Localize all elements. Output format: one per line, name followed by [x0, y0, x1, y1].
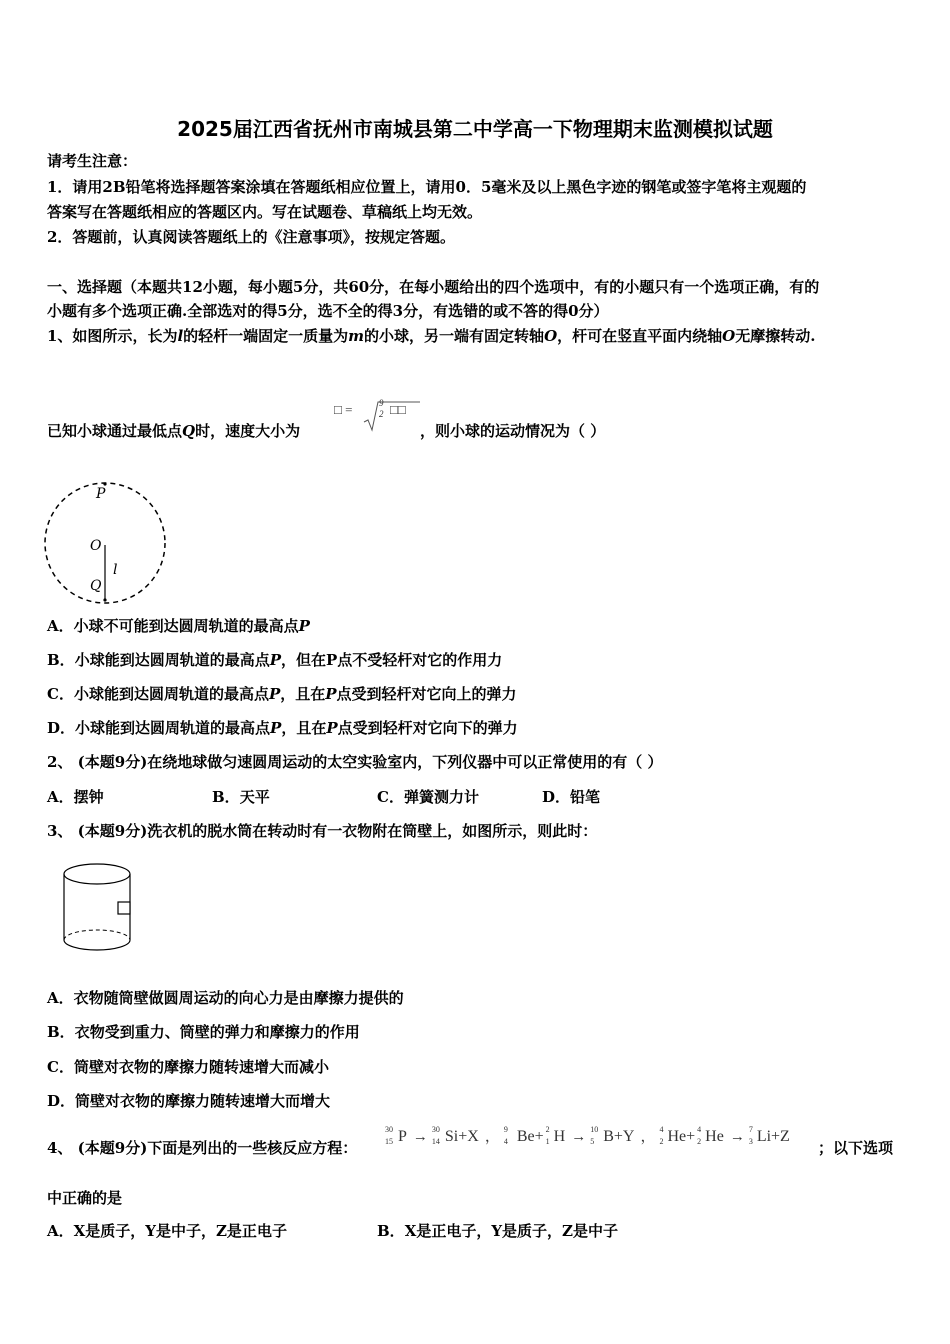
q3-option-c[interactable]: [47, 1057, 329, 1077]
q1-var-m: m: [348, 327, 365, 345]
reaction-arrow: →: [412, 1129, 428, 1145]
atomic-number: 4: [503, 1137, 508, 1146]
nuclide: [385, 1125, 407, 1146]
mass-number: 7: [748, 1125, 753, 1134]
q1-option-a[interactable]: [47, 616, 310, 636]
option-letter: B．: [47, 1023, 75, 1041]
mass-number: 10: [590, 1125, 599, 1134]
option-text: 天平: [239, 788, 270, 806]
option-letter: B．: [47, 651, 75, 669]
formula-denominator: 2: [379, 409, 384, 419]
separator: ，: [640, 1129, 656, 1145]
q1-text: 的轻杆一端固定一质量为: [183, 327, 349, 345]
mass-number: 9: [503, 1125, 508, 1134]
atomic-number: 3: [748, 1137, 753, 1146]
separator: ，: [484, 1129, 500, 1145]
option-text: ，且在: [281, 719, 327, 737]
q4-option-b[interactable]: [377, 1221, 618, 1241]
element-symbol: Si+X: [444, 1128, 479, 1145]
element-symbol: P: [398, 1128, 407, 1145]
q2-option-c[interactable]: [377, 787, 479, 807]
q1-var-l: l: [177, 327, 184, 345]
option-var: P: [270, 719, 282, 737]
mass-number: 2: [545, 1125, 550, 1134]
formula-numerator: 9: [379, 398, 384, 408]
option-text: 小球能到达圆周轨道的最高点: [74, 651, 270, 669]
option-letter: A．: [47, 1222, 74, 1240]
notice-item-1-cont: 答案写在答题纸相应的答题区内。写在试题卷、草稿纸上均无效。: [47, 203, 483, 221]
option-text: 小球能到达圆周轨道的最高点: [73, 685, 269, 703]
nuclide: [659, 1125, 696, 1146]
option-text: 筒壁对衣物的摩擦力随转速增大而减小: [73, 1058, 329, 1076]
atomic-number: 14: [431, 1137, 440, 1146]
option-letter: B．: [212, 788, 240, 806]
q2-option-b[interactable]: [212, 787, 270, 807]
option-text: 点受到轻杆对它向上的弹力: [336, 685, 517, 703]
label-o: O: [90, 538, 102, 554]
mass-number: 4: [659, 1125, 664, 1134]
q1-text: 无摩擦转动.: [735, 327, 816, 345]
drum-top: [64, 864, 130, 884]
q2-option-a[interactable]: [47, 787, 104, 807]
option-text: 铅笔: [570, 788, 601, 806]
option-letter: C．: [47, 685, 74, 703]
label-p: P: [96, 486, 106, 502]
question-1-stem: [47, 326, 815, 346]
element-symbol: H: [553, 1128, 566, 1145]
q1-option-d[interactable]: [47, 718, 518, 738]
option-var: P: [268, 685, 281, 703]
element-symbol: Be+: [516, 1128, 544, 1145]
option-letter: D．: [47, 719, 76, 737]
q1-text: 已知小球通过最低点: [47, 422, 183, 440]
q1-text: ，杆可在竖直平面内绕轴: [557, 327, 723, 345]
nuclide: [545, 1125, 566, 1146]
option-text: 摆钟: [73, 788, 104, 806]
question-3-stem: 3、 (本题9分)洗衣机的脱水筒在转动时有一衣物附在筒壁上，如图所示，则此时：: [47, 822, 598, 840]
element-symbol: He: [705, 1128, 724, 1145]
q1-text: 1、如图所示，长为: [47, 327, 178, 345]
element-symbol: Li+Z: [756, 1128, 790, 1145]
question-2-stem: 2、 (本题9分)在绕地球做匀速圆周运动的太空实验室内，下列仪器中可以正常使用的有（ ）: [47, 753, 663, 771]
element-symbol: He+: [667, 1128, 696, 1145]
option-letter: A．: [47, 989, 74, 1007]
circle-rod-diagram: [42, 478, 172, 603]
atomic-number: 2: [697, 1137, 702, 1146]
option-letter: A．: [47, 788, 74, 806]
reaction-arrow: →: [729, 1129, 745, 1145]
question-1-stem-line2: [47, 421, 300, 441]
option-letter: C．: [377, 788, 404, 806]
option-text: X是正电子，Y是质子，Z是中子: [404, 1222, 618, 1240]
label-q: Q: [90, 578, 102, 594]
q3-option-b[interactable]: [47, 1022, 360, 1042]
q1-text: 的小球，另一端有固定转轴: [364, 327, 545, 345]
atomic-number: 2: [659, 1137, 664, 1146]
velocity-formula: [334, 400, 418, 434]
q2-option-d[interactable]: [542, 787, 600, 807]
option-text: 小球不可能到达圆周轨道的最高点: [73, 617, 299, 635]
nuclide: [431, 1125, 479, 1146]
notice-item-1: 1．请用2B铅笔将选择题答案涂填在答题纸相应位置上，请用0．5毫米及以上黑色字迹的钢笔或签字笔将主观题的: [47, 178, 807, 196]
atomic-number: 5: [590, 1137, 595, 1146]
section-heading-cont: 小题有多个选项正确.全部选对的得5分，选不全的得3分，有选错的或不答的得0分）: [47, 302, 609, 320]
q1-var-o: O: [722, 327, 736, 345]
option-text: 衣物受到重力、筒壁的弹力和摩擦力的作用: [74, 1023, 360, 1041]
option-text: 衣物随筒壁做圆周运动的向心力是由摩擦力提供的: [73, 989, 404, 1007]
nuclide: [503, 1125, 544, 1146]
drum-bottom-front: [64, 940, 130, 950]
question-4-stem: 4、 (本题9分)下面是列出的一些核反应方程：: [47, 1139, 358, 1157]
section-heading: 一、选择题（本题共12小题，每小题5分，共60分，在每小题给出的四个选项中，有的小题只有一个选项正确，有的: [47, 278, 820, 296]
mass-number: 30: [431, 1125, 440, 1134]
option-text: 弹簧测力计: [403, 788, 479, 806]
washer-drum-diagram: [60, 862, 140, 957]
option-letter: C．: [47, 1058, 74, 1076]
option-text: X是质子，Y是中子，Z是正电子: [73, 1222, 287, 1240]
option-var: P: [325, 685, 337, 703]
reaction-arrow: →: [571, 1129, 587, 1145]
formula-lhs: □ =: [334, 402, 353, 417]
element-symbol: B+Y: [603, 1128, 635, 1145]
drum-bottom-back: [64, 930, 130, 940]
nuclide: [748, 1125, 790, 1146]
nuclide: [697, 1125, 724, 1146]
option-text: 筒壁对衣物的摩擦力随转速增大而增大: [75, 1092, 331, 1110]
question-1-stem-end: ，则小球的运动情况为（ ）: [420, 422, 606, 440]
atomic-number: 15: [385, 1137, 393, 1146]
atomic-number: 1: [545, 1137, 550, 1146]
q3-option-d[interactable]: [47, 1091, 330, 1111]
notice-heading: 请考生注意：: [47, 152, 138, 170]
q1-option-c[interactable]: [47, 684, 517, 704]
formula-tail: □□: [390, 402, 406, 417]
option-text: 点受到轻杆对它向下的弹力: [337, 719, 518, 737]
option-var: P: [326, 719, 338, 737]
q1-option-b[interactable]: [47, 650, 502, 670]
option-letter: D．: [542, 788, 571, 806]
ball: [103, 598, 106, 601]
option-letter: D．: [47, 1092, 76, 1110]
mass-number: 4: [697, 1125, 702, 1134]
label-l: l: [113, 562, 118, 578]
q1-var-q: Q: [182, 422, 196, 440]
page-title: 2025届江西省抚州市南城县第二中学高一下物理期末监测模拟试题: [177, 117, 773, 141]
q1-text: 时，速度大小为: [195, 422, 301, 440]
option-text: ，且在: [280, 685, 326, 703]
notice-item-2: 2．答题前，认真阅读答题纸上的《注意事项》，按规定答题。: [47, 228, 455, 246]
option-var: P: [298, 617, 310, 635]
q3-option-a[interactable]: [47, 988, 404, 1008]
question-4-stem-line2: 中正确的是: [47, 1189, 123, 1207]
option-text: 小球能到达圆周轨道的最高点: [75, 719, 271, 737]
mass-number: 30: [385, 1125, 393, 1134]
clothing-item: [118, 902, 130, 914]
option-letter: A．: [47, 617, 74, 635]
option-var: P: [269, 651, 281, 669]
q4-option-a[interactable]: [47, 1221, 287, 1241]
option-letter: B．: [377, 1222, 405, 1240]
q1-var-o: O: [544, 327, 558, 345]
option-text: ，但在P点不受轻杆对它的作用力: [280, 651, 503, 669]
nuclide: [590, 1125, 635, 1146]
question-4-stem-end: ；以下选项: [818, 1139, 894, 1157]
nuclear-equations: [385, 1125, 792, 1155]
